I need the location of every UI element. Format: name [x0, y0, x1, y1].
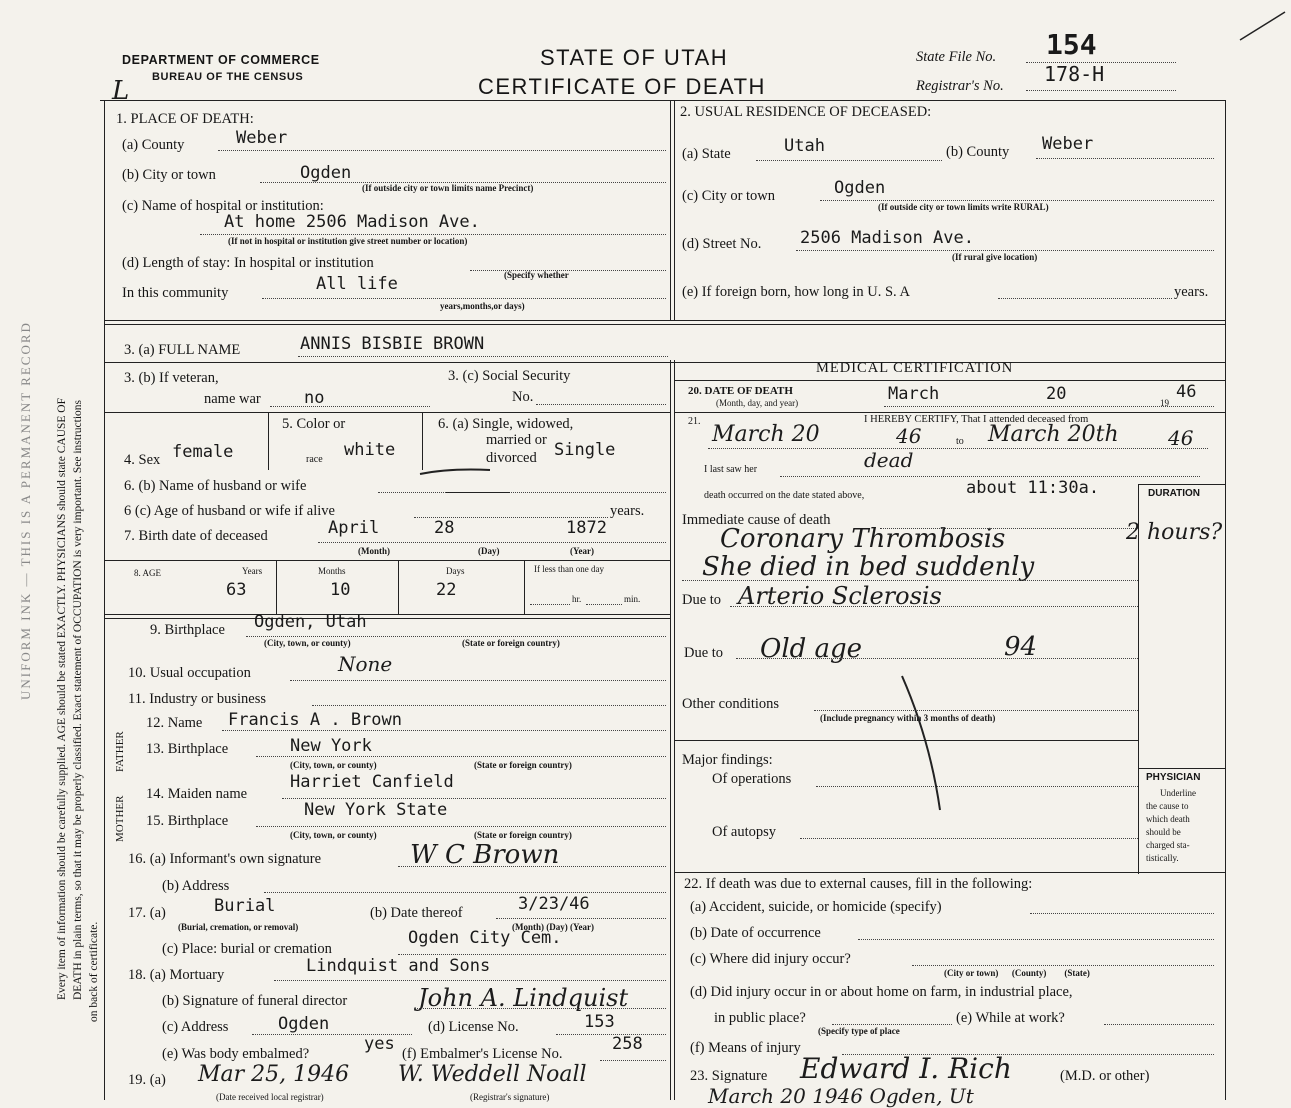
res-street-value: 2506 Madison Ave. [800, 228, 974, 248]
age-days: 22 [436, 580, 457, 600]
county-value: Weber [236, 128, 288, 148]
specify-note: (Specify whether [504, 270, 569, 280]
means-label: (f) Means of injury [690, 1040, 801, 1056]
county-label: (a) County [122, 137, 185, 153]
burial-note: (Burial, cremation, or removal) [178, 922, 299, 932]
external-causes-label: 22. If death was due to external causes, fill in the following: [684, 876, 1033, 892]
physician-signature-label: 23. Signature [690, 1068, 768, 1084]
age-days-head: Days [446, 566, 465, 576]
death-year: 46 [1176, 382, 1197, 402]
age-label: 8. AGE [134, 568, 161, 578]
age-years-head: Years [242, 566, 263, 576]
age-less-head: If less than one day [534, 564, 604, 574]
other-conditions-note: (Include pregnancy within 3 months of death) [820, 713, 996, 723]
marital-label: 6. (a) Single, widowed, [438, 416, 574, 432]
spouse-age-label: 6 (c) Age of husband or wife if alive [124, 503, 335, 519]
sex-label: 4. Sex [124, 452, 161, 468]
mother-name-label: 14. Maiden name [146, 786, 248, 802]
spouse-label: 6. (b) Name of husband or wife [124, 478, 307, 494]
item-21-label: 21. [688, 416, 701, 427]
war-value: no [304, 388, 325, 408]
attended-to: March 20th [988, 422, 1119, 447]
community-label: In this community [122, 285, 229, 301]
side-instructions-2: DEATH in plain terms, so that it may be properly classified. Exact statement of OCCUPATION is very important. See instructions [72, 399, 84, 1000]
age-years: 63 [226, 580, 247, 600]
underline-note-1: Underline [1160, 788, 1196, 798]
birth-month: April [328, 518, 380, 538]
year-note: (Year) [570, 546, 594, 556]
mortuary-value: Lindquist and Sons [306, 956, 491, 976]
attended-from: March 20 [712, 422, 820, 447]
full-name-label: 3. (a) FULL NAME [124, 342, 241, 358]
res-city-value: Ogden [834, 178, 886, 198]
res-city-note: (If outside city or town limits write RURAL) [878, 202, 1049, 212]
to-label: to [956, 436, 964, 447]
full-name-value: ANNIS BISBIE BROWN [300, 334, 485, 354]
res-state-label: (a) State [682, 146, 731, 162]
sex-value: female [172, 442, 234, 462]
informant-signature: W C Brown [410, 840, 560, 870]
birth-year: 1872 [566, 518, 607, 538]
embalmer-license-label: (f) Embalmer's License No. [402, 1046, 563, 1062]
corner-mark: L [112, 76, 130, 106]
immediate-cause: Coronary Thrombosis [720, 524, 1006, 554]
due-to-2-extra: 94 [1004, 632, 1038, 662]
md-label: (M.D. or other) [1060, 1068, 1150, 1084]
date-of-death-label: 20. DATE OF DEATH [688, 385, 793, 397]
war-label: name war [204, 391, 261, 407]
mortuary-address-value: Ogden [278, 1014, 330, 1034]
home-label: (d) Did injury occur in or about home on farm, in industrial place, [690, 984, 1073, 1000]
attended-to-year: 46 [1168, 426, 1194, 450]
married-label: married or [486, 432, 547, 448]
specify-place-note: (Specify type of place [818, 1026, 900, 1036]
birth-day: 28 [434, 518, 455, 538]
res-county-value: Weber [1042, 134, 1094, 154]
side-instructions-1: Every item of information should be carefully supplied. AGE should be stated EXACTLY. PHYSICIANS should state CAUSE OF [56, 397, 68, 1000]
registrar-label: Registrar's No. [916, 78, 1004, 94]
age-months-head: Months [318, 566, 346, 576]
last-saw-hw: dead [864, 448, 914, 472]
burial-value: Burial [214, 896, 276, 916]
burial-place-label: (c) Place: burial or cremation [162, 941, 332, 957]
medical-cert-title: MEDICAL CERTIFICATION [816, 360, 1014, 376]
industry-label: 11. Industry or business [128, 691, 267, 707]
res-street-note: (If rural give location) [952, 252, 1038, 262]
burial-mdy-note: (Month) (Day) (Year) [512, 922, 594, 932]
dept-heading: DEPARTMENT OF COMMERCE [122, 53, 320, 67]
side-instructions-3: on back of certificate. [88, 921, 100, 1022]
father-birthplace-label: 13. Birthplace [146, 741, 229, 757]
bp-note-state: (State or foreign country) [462, 638, 560, 648]
mother-tag: MOTHER [114, 795, 126, 842]
ss-no-label: No. [512, 389, 534, 405]
received-note: (Date received local registrar) [216, 1092, 324, 1102]
stay-label: (d) Length of stay: In hospital or institution [122, 255, 374, 271]
res-state-value: Utah [784, 136, 825, 156]
death-month: March [888, 384, 940, 404]
physician-signature: Edward I. Rich [800, 1052, 1012, 1085]
license-label: (d) License No. [428, 1019, 519, 1035]
burial-date-label: (b) Date thereof [370, 905, 463, 921]
bp-note-city: (City, town, or county) [264, 638, 351, 648]
res-city-label: (c) City or town [682, 188, 776, 204]
hospital-label: (c) Name of hospital or institution: [122, 198, 324, 214]
occurred-label: death occurred on the date stated above, [704, 490, 865, 501]
due-to-1: Arterio Sclerosis [738, 582, 942, 610]
residence-label: 2. USUAL RESIDENCE OF DECEASED: [680, 104, 932, 120]
funeral-director-signature: John A. Lindquist [418, 984, 629, 1012]
race-value: white [344, 440, 396, 460]
underline-note-6: tistically. [1146, 853, 1179, 863]
month-note: (Month) [358, 546, 390, 556]
veteran-label: 3. (b) If veteran, [124, 370, 219, 386]
funeral-director-label: (b) Signature of funeral director [162, 993, 348, 1009]
registrar-number: 178-H [1044, 62, 1105, 86]
birthplace-value: Ogden, Utah [254, 612, 367, 632]
accident-label: (a) Accident, suicide, or homicide (specify) [690, 899, 942, 915]
burial-label: 17. (a) [128, 905, 166, 921]
father-name-value: Francis A . Brown [228, 710, 402, 730]
years-note: years,months,or days) [440, 301, 525, 311]
immediate-cause-2: She died in bed suddenly [702, 552, 1035, 582]
certify-text: I HEREBY CERTIFY, That I attended deceased from [864, 414, 1089, 425]
burial-place-value: Ogden City Cem. [408, 928, 562, 948]
public-place-label: in public place? [714, 1010, 806, 1026]
mother-birthplace-label: 15. Birthplace [146, 813, 229, 829]
license-value: 153 [584, 1012, 615, 1032]
min-label: min. [624, 594, 641, 604]
birth-date-label: 7. Birth date of deceased [124, 528, 268, 544]
bureau-heading: BUREAU OF THE CENSUS [152, 71, 304, 83]
spouse-years-label: years. [610, 503, 645, 519]
informant-label: 16. (a) Informant's own signature [128, 851, 322, 867]
other-conditions-label: Other conditions [682, 696, 780, 712]
birthplace-label: 9. Birthplace [150, 622, 225, 638]
underline-note-2: the cause to [1146, 801, 1189, 811]
mother-name-value: Harriet Canfield [290, 772, 454, 792]
occupation-label: 10. Usual occupation [128, 665, 251, 681]
father-bp-note-state: (State or foreign country) [474, 760, 572, 770]
mother-bp-note-city: (City, town, or county) [290, 830, 377, 840]
where-note: (City or town) (County) (State) [944, 968, 1090, 978]
father-bp-note-city: (City, town, or county) [290, 760, 377, 770]
ss-label: 3. (c) Social Security [448, 368, 571, 384]
state-title: STATE OF UTAH [540, 45, 729, 70]
death-year-prefix: 19 [1160, 398, 1169, 408]
mortuary-label: 18. (a) Mortuary [128, 967, 225, 983]
res-street-label: (d) Street No. [682, 236, 762, 252]
at-work-label: (e) While at work? [956, 1010, 1065, 1026]
operations-label: Of operations [712, 771, 792, 787]
immediate-cause-label: Immediate cause of death [682, 512, 831, 528]
certificate-title: CERTIFICATE OF DEATH [478, 74, 766, 99]
date-of-death-note: (Month, day, and year) [716, 398, 799, 408]
burial-date-value: 3/23/46 [518, 894, 590, 914]
side-faint-note: UNIFORM INK — THIS IS A PERMANENT RECORD [18, 321, 33, 700]
where-label: (c) Where did injury occur? [690, 951, 851, 967]
duration-heading: DURATION [1148, 488, 1201, 499]
date-received: Mar 25, 1946 [198, 1062, 350, 1087]
physician-tag: PHYSICIAN [1146, 772, 1201, 783]
hospital-value: At home 2506 Madison Ave. [224, 212, 480, 232]
underline-note-4: should be [1146, 827, 1181, 837]
mother-bp-note-state: (State or foreign country) [474, 830, 572, 840]
last-saw-label: I last saw her [704, 464, 758, 475]
embalmed-value: yes [364, 1034, 395, 1054]
father-tag: FATHER [114, 731, 126, 772]
state-file-label: State File No. [916, 49, 997, 65]
place-of-death-label: 1. PLACE OF DEATH: [116, 111, 254, 127]
divorced-label: divorced [486, 450, 537, 466]
city-note: (If outside city or town limits name Precinct) [362, 183, 534, 193]
registrar-signature: W. Weddell Noall [398, 1062, 587, 1087]
race-label: race [306, 454, 323, 465]
underline-note-3: which death [1146, 814, 1190, 824]
embalmed-label: (e) Was body embalmed? [162, 1046, 310, 1062]
day-note: (Day) [478, 546, 500, 556]
mortuary-address-label: (c) Address [162, 1019, 229, 1035]
state-file-number: 154 [1046, 28, 1097, 61]
hr-label: hr. [572, 594, 582, 604]
time-of-death: about 11:30a. [966, 478, 1100, 498]
due-to-2-label: Due to [684, 645, 724, 661]
informant-address-label: (b) Address [162, 878, 230, 894]
father-birthplace-value: New York [290, 736, 372, 756]
father-name-label: 12. Name [146, 715, 203, 731]
registrar-received-label: 19. (a) [128, 1072, 166, 1088]
registrar-sig-note: (Registrar's signature) [470, 1092, 550, 1102]
city-label: (b) City or town [122, 167, 216, 183]
community-value: All life [316, 274, 398, 294]
age-months: 10 [330, 580, 351, 600]
occurrence-label: (b) Date of occurrence [690, 925, 821, 941]
color-label: 5. Color or [282, 416, 346, 432]
attended-from-year: 46 [896, 424, 922, 448]
duration-value: 2 hours? [1126, 520, 1223, 545]
signature-date: March 20 1946 Ogden, Ut [708, 1084, 974, 1108]
city-value: Ogden [300, 163, 352, 183]
major-findings-label: Major findings: [682, 752, 773, 768]
due-to-2: Old age [760, 634, 863, 664]
hospital-note: (If not in hospital or institution give street number or location) [228, 236, 468, 246]
embalmer-license-value: 258 [612, 1034, 643, 1054]
due-to-1-label: Due to [682, 592, 722, 608]
mother-birthplace-value: New York State [304, 800, 448, 820]
res-county-label: (b) County [946, 144, 1010, 160]
death-day: 20 [1046, 384, 1067, 404]
autopsy-label: Of autopsy [712, 824, 777, 840]
res-years-label: years. [1174, 284, 1209, 300]
underline-note-5: charged sta- [1146, 840, 1190, 850]
marital-value: Single [554, 440, 616, 460]
res-foreign-label: (e) If foreign born, how long in U. S. A [682, 284, 910, 300]
occupation-value: None [338, 652, 393, 676]
